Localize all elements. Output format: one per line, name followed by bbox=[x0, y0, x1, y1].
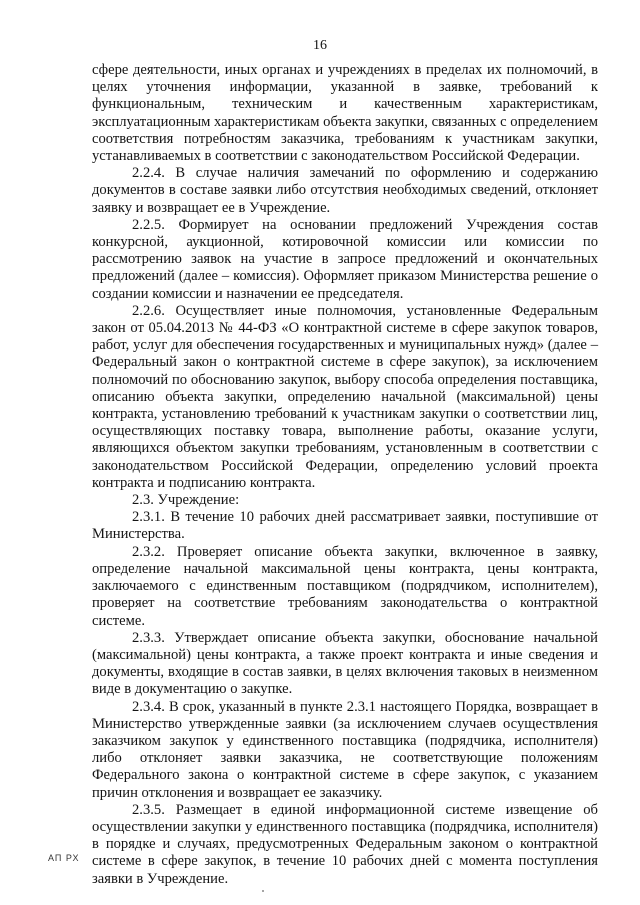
footer-document-code: АП РХ bbox=[48, 853, 80, 863]
paragraph-2-2-5: 2.2.5. Формирует на основании предложений Учреждения состав конкурсной, аукционной, котировочной комиссии или комиссии по рассмотрению заявок на участие в запросе предложений и окончательных предложений (далее – комиссия). Оформляет приказом Министерства решение о создании комиссии и назначении ее председателя. bbox=[92, 216, 598, 302]
paragraph-2-2-4: 2.2.4. В случае наличия замечаний по оформлению и содержанию документов в составе заявки либо отсутствия необходимых сведений, отклоняет заявку и возвращает ее в Учреждение. bbox=[92, 165, 598, 216]
paragraph-2-2-6: 2.2.6. Осуществляет иные полномочия, установленные Федеральным закон от 05.04.2013 № 44-ФЗ «О контрактной системе в сфере закупок товаров, работ, услуг для обеспечения государственных и муниципальных нужд» (далее – Федеральный закон о контрактной системе в сфере закупок), за исключением полномочий по обоснованию закупок, выбору способа определения поставщика, описанию объекта закупки, определению начальной (максимальной) цены контракта, установлению требований к участникам закупки о соответствии лиц, осуществляющих поставку товара, выполнение работы, оказание услуги, являющихся объектом закупки требованиям, установленным в соответствии с законодательством Российской Федерации, определению условий проекта контракта и подписанию контракта. bbox=[92, 302, 598, 491]
paragraph-2-3-3: 2.3.3. Утверждает описание объекта закупки, обоснование начальной (максимальной) цены контракта, а также проект контракта и иные сведения и документы, входящие в состав заявки, в целях включения таковых в неизменном виде в документацию о закупке. bbox=[92, 629, 598, 698]
scan-artifact-dot bbox=[262, 890, 264, 892]
document-body bbox=[92, 62, 598, 888]
paragraph-continuation: сфере деятельности, иных органах и учреждениях в пределах их полномочий, в целях уточнения информации, указанной в заявке, требований к функциональным, техническим и качественным характеристикам, эксплуатационным характеристикам объекта закупки, связанных с определением соответствия потребностям заказчика, требованиям к участникам закупки, устанавливаемых в соответствии с законодательством Российской Федерации. bbox=[92, 62, 598, 165]
paragraph-2-3-1: 2.3.1. В течение 10 рабочих дней рассматривает заявки, поступившие от Министерства. bbox=[92, 509, 598, 543]
page-number: 16 bbox=[313, 38, 327, 53]
paragraph-2-3-4: 2.3.4. В срок, указанный в пункте 2.3.1 настоящего Порядка, возвращает в Министерство утвержденные заявки (за исключением случаев осуществления заказчиком закупок у единственного поставщика (подрядчика, исполнителя) либо отклоняет заявки заказчика, не соответствующие положениям Федерального закона о контрактной системе в сфере закупок, с указанием причин отклонения и возвращает ее заказчику. bbox=[92, 698, 598, 801]
paragraph-2-3-5: 2.3.5. Размещает в единой информационной системе извещение об осуществлении закупки у единственного поставщика (подрядчика, исполнителя) в порядке и случаях, предусмотренных Федеральным законом о контрактной системе в сфере закупок, в течение 10 рабочих дней с момента поступления заявки в Учреждение. bbox=[92, 801, 598, 887]
paragraph-2-3-heading: 2.3. Учреждение: bbox=[132, 492, 240, 509]
paragraph-2-3-2: 2.3.2. Проверяет описание объекта закупки, включенное в заявку, определение начальной максимальной цены контракта, цены контракта, заключаемого с единственным поставщиком (подрядчиком, исполнителем), проверяет на соответствие требованиям законодательства о контрактной системе. bbox=[92, 543, 598, 629]
